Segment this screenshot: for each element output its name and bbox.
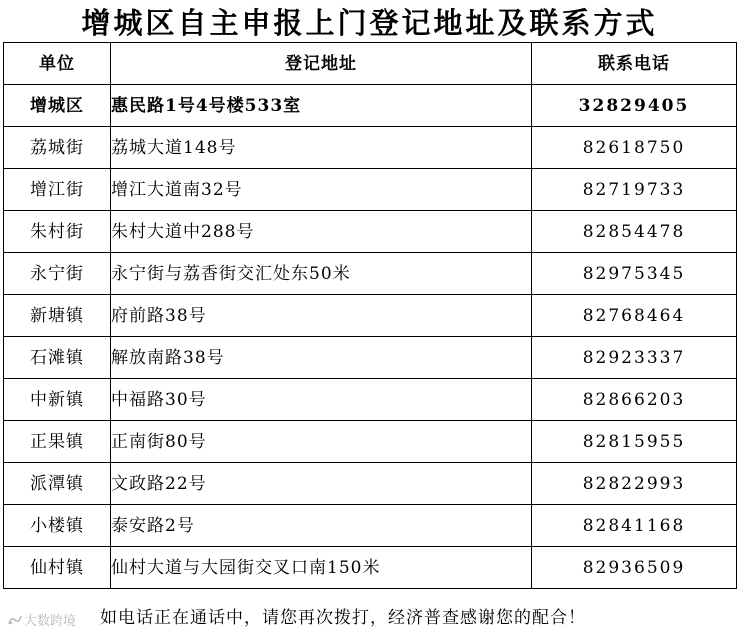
address-cell: 泰安路2号: [111, 505, 532, 547]
unit-cell: 永宁街: [4, 253, 111, 295]
table-row: [4, 337, 737, 379]
table-header-row: [4, 43, 737, 85]
address-cell: 文政路22号: [111, 463, 532, 505]
unit-cell: 小楼镇: [4, 505, 111, 547]
unit-cell: 荔城街: [4, 127, 111, 169]
phone-cell: 82822993: [532, 463, 737, 505]
unit-cell: 增江街: [4, 169, 111, 211]
address-cell: 增江大道南32号: [111, 169, 532, 211]
header-phone: 联系电话: [532, 43, 737, 85]
unit-cell: 石滩镇: [4, 337, 111, 379]
unit-cell: 新塘镇: [4, 295, 111, 337]
address-cell: 朱村大道中288号: [111, 211, 532, 253]
registration-table: [3, 42, 737, 589]
unit-cell: 中新镇: [4, 379, 111, 421]
table-row: [4, 295, 737, 337]
phone-cell: 82936509: [532, 547, 737, 589]
table-row: [4, 127, 737, 169]
unit-cell: 增城区: [4, 85, 111, 127]
phone-cell: 82815955: [532, 421, 737, 463]
address-cell: 仙村大道与大园街交叉口南150米: [111, 547, 532, 589]
unit-cell: 正果镇: [4, 421, 111, 463]
address-cell: 惠民路1号4号楼533室: [111, 85, 532, 127]
footer-note: 如电话正在通话中，请您再次拨打，经济普查感谢您的配合！: [100, 608, 586, 628]
phone-cell: 82854478: [532, 211, 737, 253]
table-row: [4, 85, 737, 127]
table-row: [4, 505, 737, 547]
address-cell: 解放南路38号: [111, 337, 532, 379]
phone-cell: 32829405: [532, 85, 737, 127]
phone-cell: 82768464: [532, 295, 737, 337]
header-unit: 单位: [4, 43, 111, 85]
phone-cell: 82975345: [532, 253, 737, 295]
phone-cell: 82841168: [532, 505, 737, 547]
header-address: 登记地址: [111, 43, 532, 85]
phone-cell: 82618750: [532, 127, 737, 169]
phone-cell: 82923337: [532, 337, 737, 379]
unit-cell: 仙村镇: [4, 547, 111, 589]
watermark-logo-icon: [8, 614, 22, 626]
table-row: [4, 379, 737, 421]
footer: [0, 606, 739, 632]
address-cell: 荔城大道148号: [111, 127, 532, 169]
table-row: [4, 547, 737, 589]
unit-cell: 朱村街: [4, 211, 111, 253]
table-row: [4, 211, 737, 253]
page-title: 增城区自主申报上门登记地址及联系方式: [81, 6, 658, 40]
table-row: [4, 463, 737, 505]
phone-cell: 82866203: [532, 379, 737, 421]
table-row: [4, 421, 737, 463]
table-row: [4, 253, 737, 295]
table-row: [4, 169, 737, 211]
address-cell: 正南街80号: [111, 421, 532, 463]
address-cell: 永宁街与荔香街交汇处东50米: [111, 253, 532, 295]
phone-cell: 82719733: [532, 169, 737, 211]
unit-cell: 派潭镇: [4, 463, 111, 505]
watermark: 大数跨境: [8, 610, 76, 629]
address-cell: 府前路38号: [111, 295, 532, 337]
address-cell: 中福路30号: [111, 379, 532, 421]
